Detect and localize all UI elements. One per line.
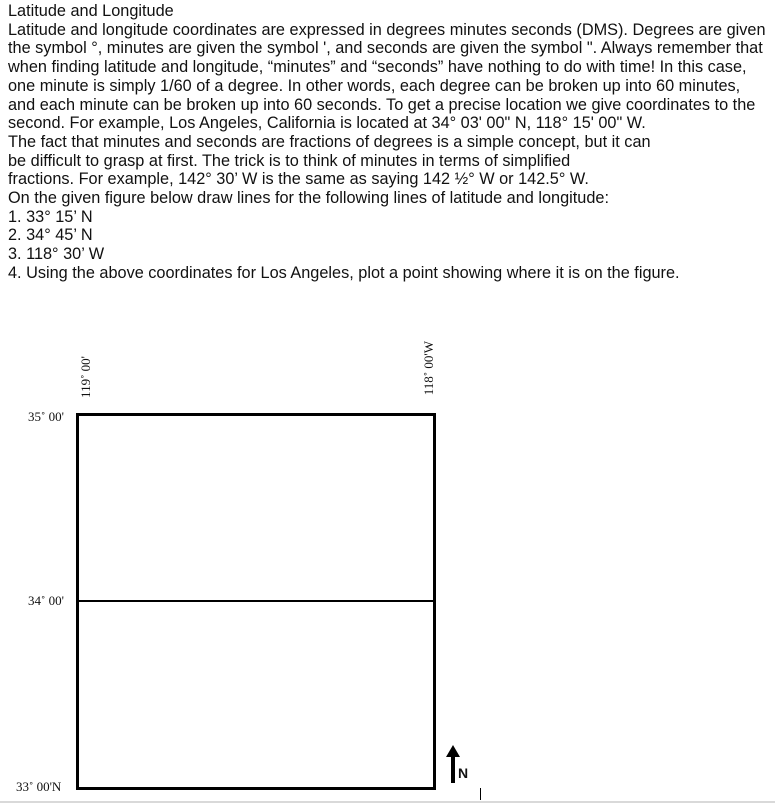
list-item: 4. Using the above coordinates for Los Angeles, plot a point showing where it is on the figure. (8, 263, 680, 282)
list-item: 3. 118° 30’ W (8, 245, 105, 264)
list-item: 2. 34° 45’ N (8, 226, 93, 245)
longitude-right-label: 118˚ 00'W (421, 341, 436, 396)
latitude-bottom-label: 33˚ 00'N (16, 779, 62, 794)
north-label: N (458, 765, 469, 781)
paragraph-fractions-2: be difficult to grasp at first. The trick is to think of minutes in terms of simplified (8, 151, 571, 170)
paragraph-fractions-3: fractions. For example, 142° 30’ W is the same as saying 142 ½° W or 142.5° W. (8, 170, 589, 189)
instruction-text: On the given figure below draw lines for the following lines of latitude and longitude: (8, 189, 609, 208)
document-title: Latitude and Longitude (8, 2, 174, 20)
latitude-34-line (79, 600, 433, 602)
north-arrow (444, 745, 470, 785)
longitude-left-label: 119˚ 00' (78, 356, 93, 398)
paragraph-fractions-1: The fact that minutes and seconds are fractions of degrees is a simple concept, but it can (8, 132, 651, 151)
latitude-mid-label: 34˚ 00' (28, 593, 64, 608)
list-item: 1. 33° 15’ N (8, 207, 93, 226)
map-grid-box (76, 413, 436, 790)
document-text (8, 2, 770, 283)
text-cursor (480, 788, 481, 800)
paragraph-dms: Latitude and longitude coordinates are expressed in degrees minutes seconds (DMS). Degrees are given the symbol °, minutes are given the symbol ', and seconds are given the symbol ". Always remember that when finding latitude and longitude, “minutes” and “seconds” have nothing to do with time! In this case, one minute is simply 1/60 of a degree. In other words, each degree can be broken up into 60 minutes, and each minute can be broken up into 60 seconds. To get a precise location we give coordinates to the second. For example, Los Angeles, California is located at 34° 03' 00" N, 118° 15' 00" W. (8, 20, 766, 133)
latitude-top-label: 35˚ 00' (28, 409, 64, 424)
